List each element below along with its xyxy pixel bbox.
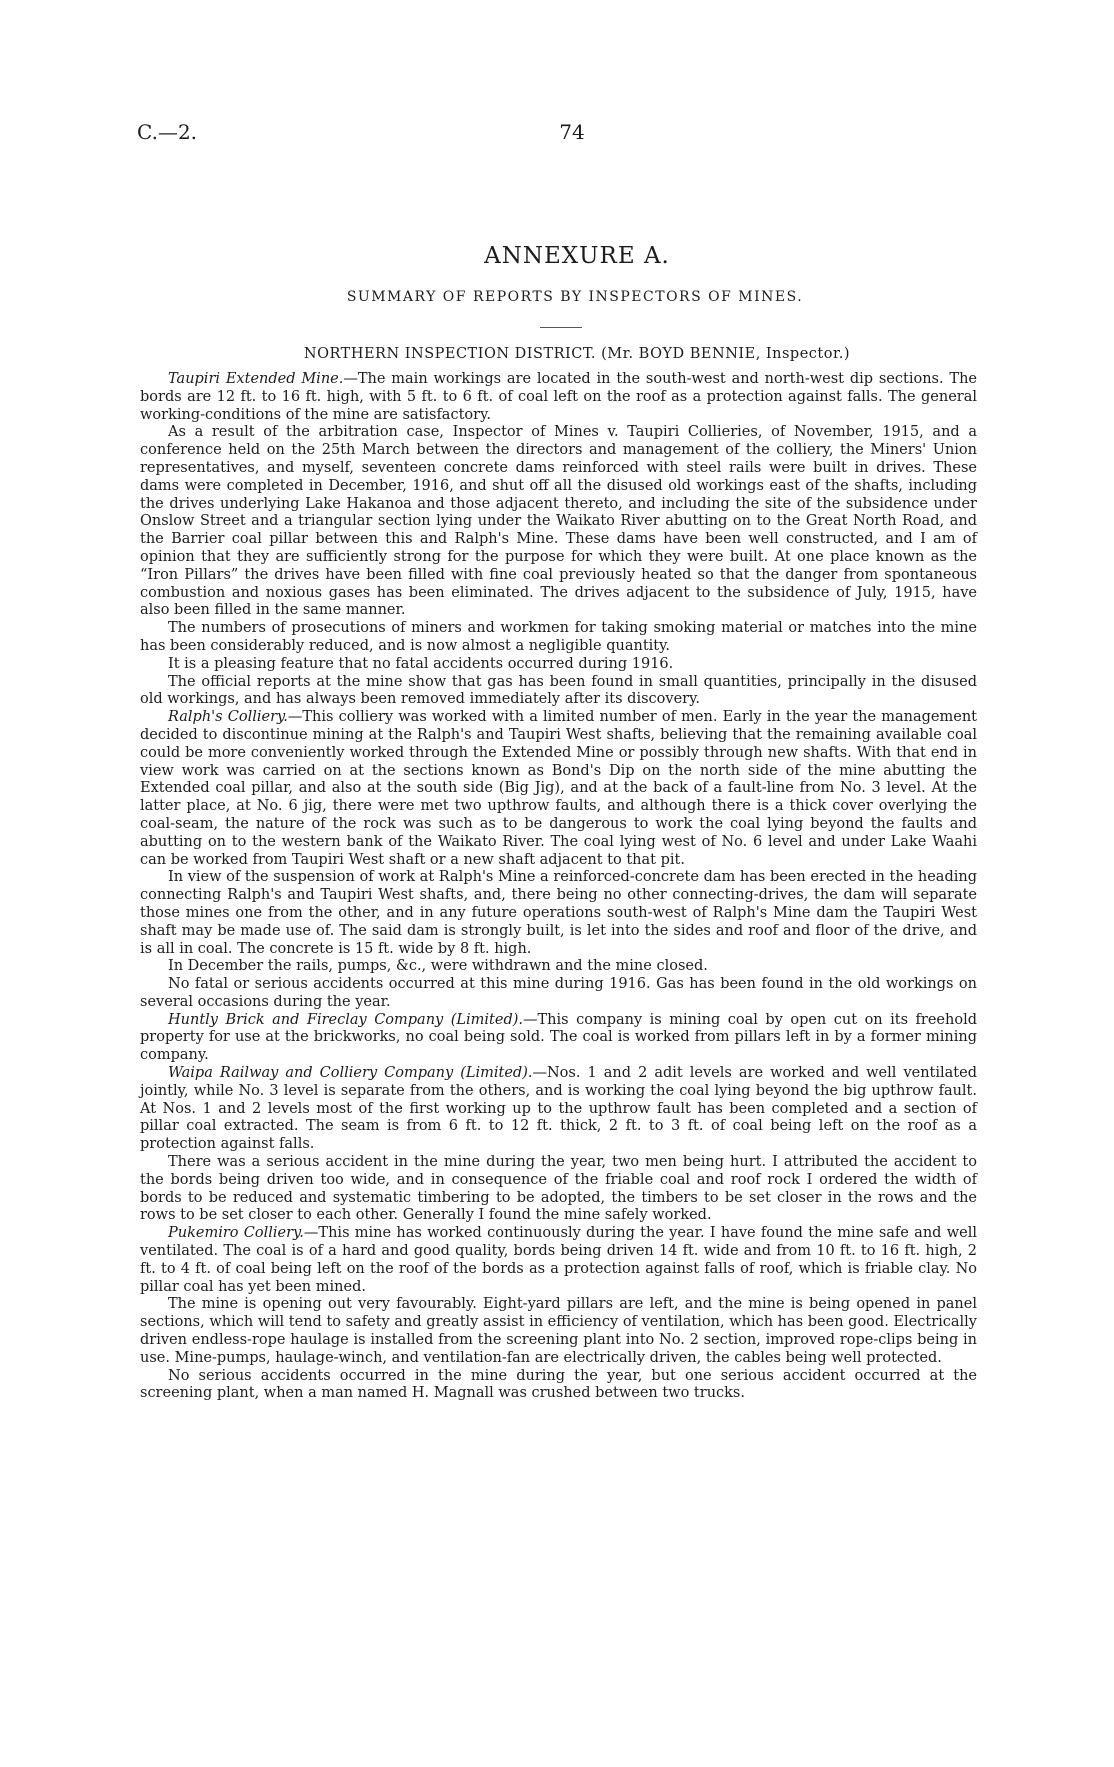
annexure-subtitle: SUMMARY OF REPORTS BY INSPECTORS OF MINES. <box>346 289 804 305</box>
paragraph <box>140 1368 977 1404</box>
paragraph-text: There was a serious accident in the mine during the year, two men being hurt. I attributed the accident to the bords being driven too wide, and in consequence of the friable coal and roof rock I ordered the width of bords to be reduced and systematic timbering to be adopted, the timbers to be set closer in the rows and the rows to be set closer to each other. Generally I found the mine safely worked. <box>140 1154 977 1224</box>
paragraph <box>140 1296 977 1367</box>
paragraph <box>140 1012 977 1065</box>
paragraph <box>140 958 977 976</box>
paragraph <box>140 674 977 710</box>
annexure-title: ANNEXURE A. <box>484 243 670 269</box>
paragraph-text: As a result of the arbitration case, Inspector of Mines v. Taupiri Collieries, of November, 1915, and a conference held on the 25th March between the directors and management of the colliery, the Miners' Union representatives, and myself, seventeen concrete dams reinforced with steel rails were built in drives. These dams were completed in December, 1916, and shut off all the disused old workings east of the shafts, including the drives underlying Lake Hakanoa and those adjacent thereto, and including the site of the subsidence under Onslow Street and a triangular section lying under the Waikato River abutting on to the Great North Road, and the Barrier coal pillar between this and Ralph's Mine. These dams have been well constructed, and I am of opinion that they are sufficiently strong for the purpose for which they were built. At one place known as the “Iron Pillars” the drives have been filled with fine coal previously heated so that the danger from spontaneous combustion and noxious gases has been eliminated. The drives adjacent to the subsidence of July, 1915, have also been filled in the same manner. <box>140 424 977 619</box>
paragraph-text: It is a pleasing feature that no fatal accidents occurred during 1916. <box>168 655 674 672</box>
paragraph <box>140 869 977 958</box>
paragraph-text: No serious accidents occurred in the mine during the year, but one serious accident occurred at the screening plant, when a man named H. Magnall was crushed between two trucks. <box>140 1367 977 1402</box>
paragraph <box>140 656 977 674</box>
paragraph <box>140 424 977 620</box>
paragraph-text: —This company is mining coal by open cut on its freehold property for use at the brickworks, no coal being sold. The coal is worked from pillars left in by a former mining company. <box>140 1011 977 1064</box>
paragraph-lead: Taupiri Extended Mine. <box>168 371 344 387</box>
paragraph <box>140 976 977 1012</box>
paragraph-text: —This mine has worked continuously during the year. I have found the mine safe and well ventilated. The coal is of a hard and good quality, bords being driven 14 ft. wide and from 10 ft. to 16 ft. high, 2 ft. to 4 ft. of coal being left on the roof of the bords as a protection against falls of roof, which is friable clay. No pillar coal has yet been mined. <box>140 1225 977 1295</box>
paragraph-text: —Nos. 1 and 2 adit levels are worked and well ventilated jointly, while No. 3 level is separate from the others, and is working the coal lying beyond the big upthrow fault. At Nos. 1 and 2 levels most of the first working up to the upthrow fault has been completed and a section of pillar coal extracted. The seam is from 6 ft. to 12 ft. thick, 2 ft. to 3 ft. of coal being left on the roof as a protection against falls. <box>140 1065 977 1153</box>
document-reference: C.—2. <box>137 120 198 144</box>
paragraph-lead: Huntly Brick and Fireclay Company (Limited). <box>168 1011 523 1028</box>
paragraph-lead: Pukemiro Colliery. <box>168 1225 304 1242</box>
paragraph <box>140 709 977 869</box>
paragraph-text: —This colliery was worked with a limited number of men. Early in the year the management decided to discontinue mining at the Ralph's and Taupiri West shafts, believing that the remaining available coal could be more conveniently worked through the Extended Mine or possibly through new shafts. With that end in view work was carried on at the sections known as Bond's Dip on the north side of the mine abutting the Extended coal pillar, and also at the south side (Big Jig), and at the back of a fault-line from No. 3 level. At the latter place, at No. 6 jig, there were met two upthrow faults, and although there is a thick cover overlying the coal-seam, the nature of the rock was such as to be dangerous to work the coal lying beyond the faults and abutting on to the western bank of the Waikato River. The coal lying west of No. 6 level and under Lake Waahi can be worked from Taupiri West shaft or a new shaft adjacent to that pit. <box>140 709 977 868</box>
paragraph-text: —The main workings are located in the south-west and north-west dip sections. The bords are 12 ft. to 16 ft. high, with 5 ft. to 6 ft. of coal left on the roof as a protection against falls. The general working-conditions of the mine are satisfactory. <box>140 371 978 423</box>
paragraph <box>140 1065 977 1154</box>
report-body <box>140 371 977 1403</box>
district-heading: NORTHERN INSPECTION DISTRICT. (Mr. BOYD BENNIE, Inspector.) <box>303 346 851 362</box>
paragraph-lead: Waipa Railway and Colliery Company (Limited). <box>168 1065 533 1082</box>
paragraph <box>140 371 977 424</box>
paragraph-text: The numbers of prosecutions of miners and workmen for taking smoking material or matches into the mine has been considerably reduced, and is now almost a negligible quantity. <box>140 620 977 654</box>
paragraph-lead: Ralph's Colliery. <box>168 709 288 726</box>
paragraph <box>140 620 977 656</box>
paragraph-text: The mine is opening out very favourably. Eight-yard pillars are left, and the mine is being opened in panel sections, which will tend to safety and greatly assist in efficiency of ventilation, which has been good. Electrically driven endless-rope haulage is installed from the screening plant into No. 2 section, improved rope-clips being in use. Mine-pumps, haulage-winch, and ventilation-fan are electrically driven, the cables being well protected. <box>140 1296 977 1366</box>
paragraph-text: The official reports at the mine show that gas has been found in small quantities, principally in the disused old workings, and has always been removed immediately after its discovery. <box>140 673 977 708</box>
paragraph <box>140 1154 977 1225</box>
page-number: 74 <box>559 120 585 144</box>
paragraph-text: No fatal or serious accidents occurred at this mine during 1916. Gas has been found in the old workings on several occasions during the year. <box>140 976 977 1010</box>
title-divider <box>540 327 582 328</box>
paragraph <box>140 1225 977 1296</box>
paragraph-text: In December the rails, pumps, &c., were withdrawn and the mine closed. <box>168 958 708 975</box>
paragraph-text: In view of the suspension of work at Ralph's Mine a reinforced-concrete dam has been erected in the heading connecting Ralph's and Taupiri West shafts, and, there being no other connecting-drives, the dam will separate those mines one from the other, and in any future operations south-west of Ralph's Mine dam the Taupiri West shaft may be made use of. The said dam is strongly built, is let into the sides and roof and floor of the drive, and is all in coal. The concrete is 15 ft. wide by 8 ft. high. <box>140 869 977 957</box>
